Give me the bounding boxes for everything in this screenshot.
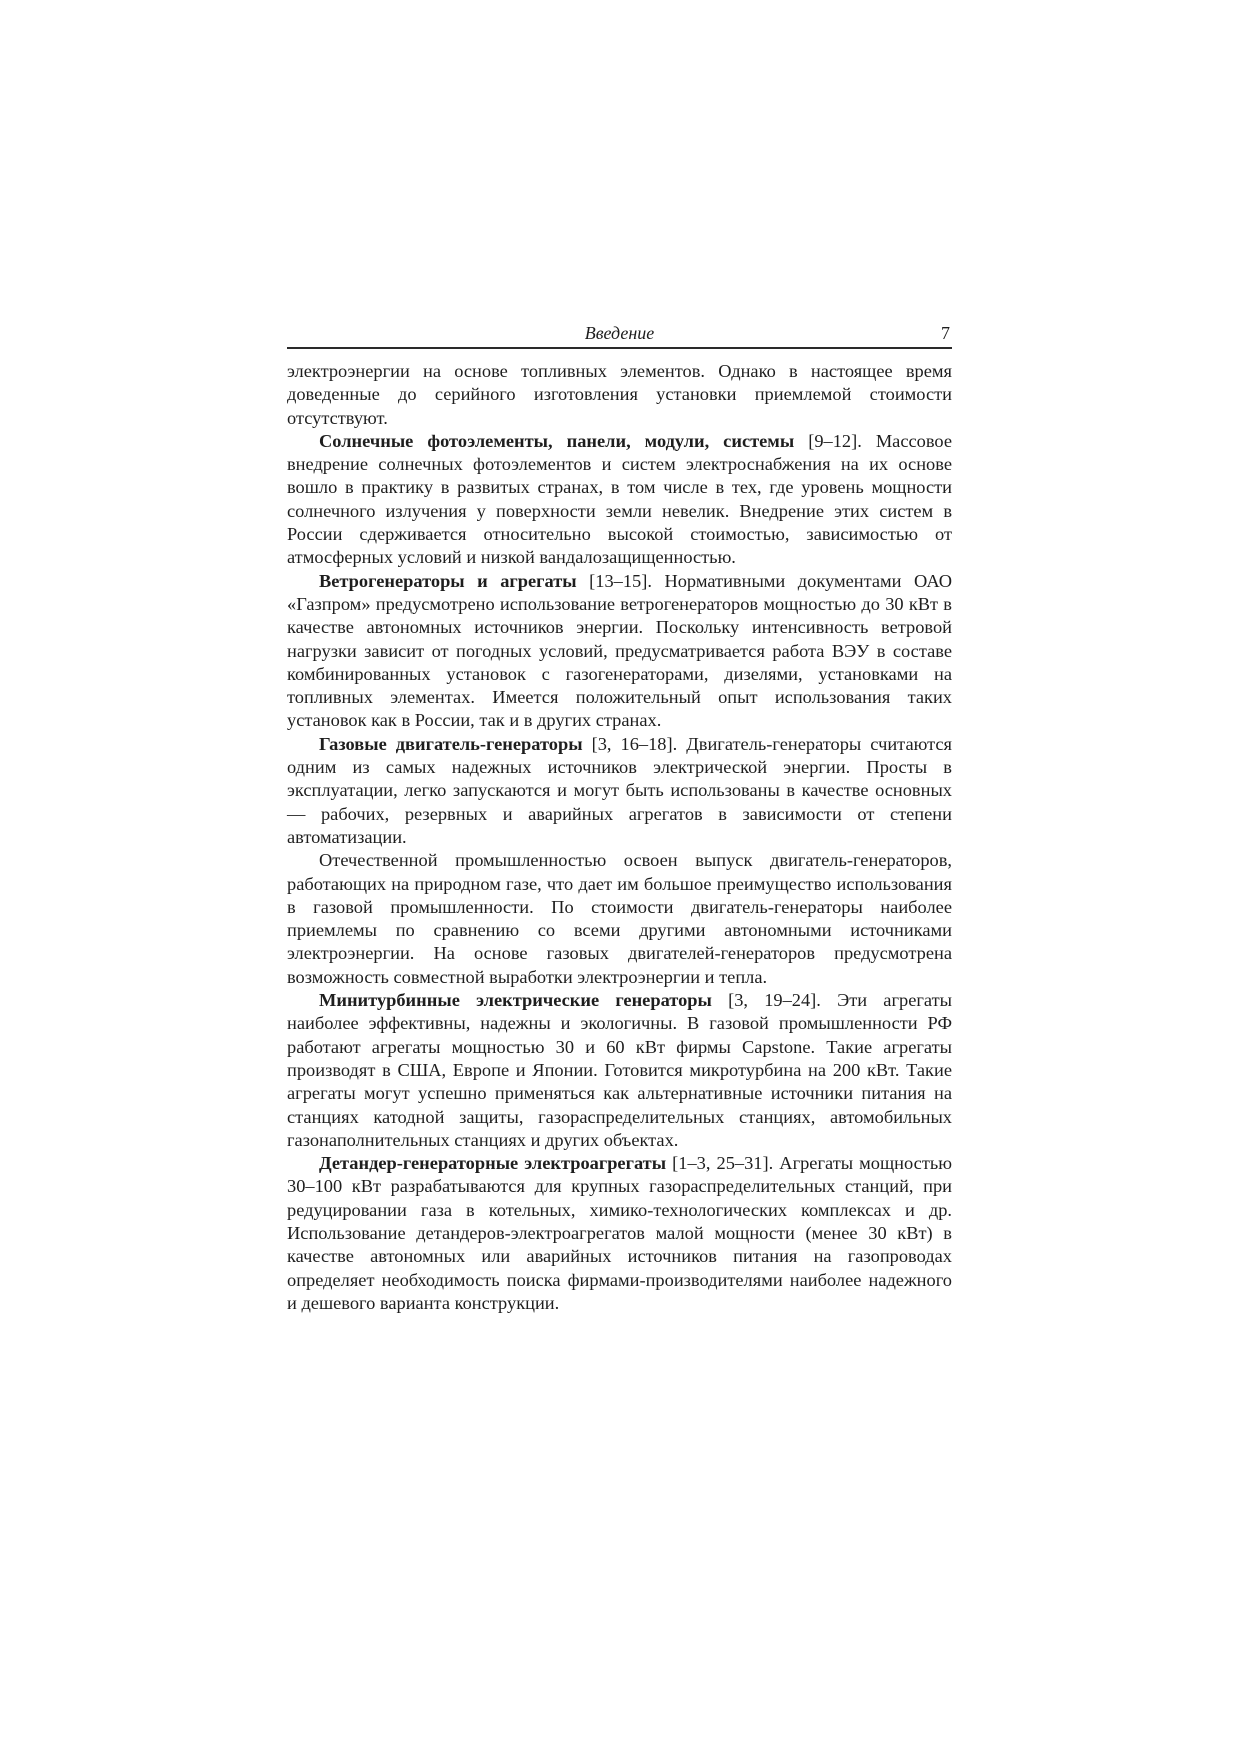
paragraph-heading: Детандер-генераторные электроагрегаты [319,1153,667,1174]
paragraph-solar [287,430,952,570]
paragraph-text: [3, 16–18]. Двигатель-генераторы считаются одним из самых надежных источников электрической энергии. Просты в эксплуатации, легко запускаются и могут быть использованы в качестве основных — рабочих, резервных и аварийных агрегатов в зависимости от степени автоматизации. [287,733,952,847]
body-text [287,360,952,1315]
running-header [287,321,952,349]
paragraph-text: Отечественной промышленностью освоен выпуск двигатель-генераторов, работающих на природном газе, что дает им большое преимущество использования в газовой промышленности. По стоимости двигатель-генераторы наиболее приемлемы по сравнению со всеми другими автономными источниками электроэнергии. На основе газовых двигателей-генераторов предусмотрена возможность совместной выработки электроэнергии и тепла. [287,850,952,987]
paragraph-expander [287,1152,952,1315]
chapter-title: Введение [584,323,655,343]
paragraph-fuel-cells-continued [287,360,952,430]
paragraph-text: [13–15]. Нормативными документами ОАО «Газпром» предусмотрено использование ветрогенераторов мощностью до 30 кВт в качестве автономных источников энергии. Поскольку интенсивность ветровой нагрузки зависит от погодных условий, предусматривается работа ВЭУ в составе комбинированных установок с газогенераторами, дизелями, установками на топливных элементах. Имеется положительный опыт использования таких установок как в России, так и в других странах. [287,570,952,731]
paragraph-domestic-industry [287,849,952,989]
paragraph-heading: Газовые двигатель-генераторы [319,733,583,754]
paragraph-heading: Солнечные фотоэлементы, панели, модули, системы [319,430,795,451]
paragraph-text: [1–3, 25–31]. Агрегаты мощностью 30–100 кВт разрабатываются для крупных газораспределительных станций, при редуцировании газа в котельных, химико-технологических комплексах и др. Использование детандеров-электроагрегатов малой мощности (менее 30 кВт) в качестве автономных или аварийных источников питания на газопроводах определяет необходимость поиска фирмами-производителями наиболее надежного и дешевого варианта конструкции. [287,1153,952,1313]
paragraph-heading: Минитурбинные электрические генераторы [319,990,712,1011]
page-number: 7 [941,323,950,343]
paragraph-gas-engine [287,733,952,849]
paragraph-text: [3, 19–24]. Эти агрегаты наиболее эффективны, надежны и экологичны. В газовой промышленности РФ работают агрегаты мощностью 30 и 60 кВт фирмы Capstone. Такие агрегаты производят в США, Европе и Японии. Готовится микротурбина на 200 кВт. Такие агрегаты могут успешно применяться как альтернативные источники питания на станциях катодной защиты, газораспределительных станциях, автомобильных газонаполнительных станциях и других объектах. [287,990,952,1150]
paragraph-heading: Ветрогенераторы и агрегаты [319,570,577,591]
paragraph-text: [9–12]. Массовое внедрение солнечных фотоэлементов и систем электроснабжения на их основе вошло в практику в развитых странах, в том числе в тех, где уровень мощности солнечного излучения у поверхности земли невелик. Внедрение этих систем в России сдерживается относительно высокой стоимостью, зависимостью от атмосферных условий и низкой вандалозащищенностью. [287,430,952,568]
paragraph-text: электроэнергии на основе топливных элементов. Однако в настоящее время доведенные до серийного изготовления установки приемлемой стоимости отсутствуют. [287,361,952,428]
paragraph-microturbine [287,989,952,1152]
paragraph-wind [287,570,952,733]
